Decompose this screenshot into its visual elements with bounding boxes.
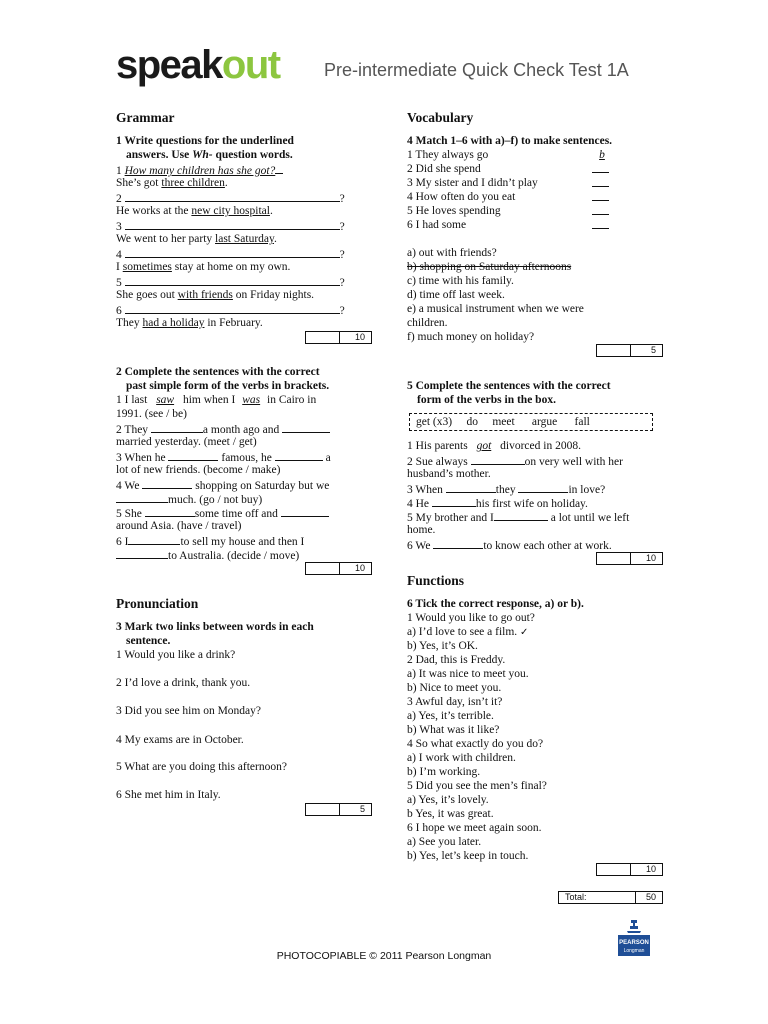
ex6-line: a) I work with children. [407, 752, 516, 764]
ex5-line: 2 Sue always on very well with her [407, 453, 623, 469]
ex3-item: 6 She met him in Italy. [116, 789, 221, 801]
ex2-line: married yesterday. (meet / get) [116, 436, 257, 448]
ex2-line: lot of new friends. (become / make) [116, 464, 281, 476]
speakout-logo: speakout [116, 43, 280, 87]
ex6-line: b) Nice to meet you. [407, 682, 502, 694]
ex6-line: b) Yes, it’s OK. [407, 640, 478, 652]
ex5-line: 5 My brother and I a lot until we left [407, 509, 629, 525]
ex4-option: f) much money on holiday? [407, 331, 535, 343]
ex2-line: 2 They a month ago and [116, 421, 330, 437]
ex3-score-box: 5 [305, 803, 372, 816]
ex1-a4: I sometimes stay at home on my own. [116, 261, 291, 273]
ex4-item: 2 Did she spend [407, 163, 481, 175]
ex1-a3: We went to her party last Saturday. [116, 233, 277, 245]
ex5-line: husband’s mother. [407, 468, 491, 480]
ex4-option: d) time off last week. [407, 289, 505, 301]
ex4-option: children. [407, 317, 448, 329]
ex4-answer-blank: b [599, 149, 605, 161]
ex4-item: 1 They always go [407, 149, 489, 161]
ex2-line: to Australia. (decide / move) [116, 547, 299, 563]
ex4-item: 5 He loves spending [407, 205, 501, 217]
ex2-line: 4 We shopping on Saturday but we [116, 477, 329, 493]
footer-copyright: PHOTOCOPIABLE © 2011 Pearson Longman [276, 950, 492, 962]
ex1-q3: 3 ? [116, 218, 345, 234]
ex6-line: b Yes, it was great. [407, 808, 494, 820]
ex2-instruction-2: past simple form of the verbs in brackets. [126, 380, 330, 392]
ex4-score-box: 5 [596, 344, 663, 357]
longman-text: Longman [623, 948, 645, 954]
total-label: Total: [559, 892, 636, 903]
ex6-line: 5 Did you see the men’s final? [407, 780, 547, 792]
ex3-item: 3 Did you see him on Monday? [116, 705, 262, 717]
ex5-line: home. [407, 524, 436, 536]
ex2-line: 6 I to sell my house and then I [116, 533, 304, 549]
ex4-item: 4 How often do you eat [407, 191, 516, 203]
ex3-instruction-2: sentence. [126, 635, 171, 647]
ex1-score-box: 10 [305, 331, 372, 344]
ex1-a1: She’s got three children. [116, 177, 228, 189]
ex1-instruction-2: answers. Use Wh- question words. [126, 149, 293, 161]
ex4-answer-blank [592, 214, 609, 215]
ex2-line: much. (go / not buy) [116, 491, 262, 507]
ex5-instruction-2: form of the verbs in the box. [417, 394, 556, 406]
ex4-option: c) time with his family. [407, 275, 514, 287]
ex6-line: a) Yes, it’s terrible. [407, 710, 494, 722]
ex6-line: a) Yes, it’s lovely. [407, 794, 489, 806]
ex2-instruction: 2 Complete the sentences with the correct [116, 366, 320, 378]
pronunciation-heading: Pronunciation [116, 596, 199, 611]
ex1-q4: 4 ? [116, 246, 345, 262]
ex3-item: 5 What are you doing this afternoon? [116, 761, 287, 773]
ex5-line: 1 His parents got divorced in 2008. [407, 440, 581, 452]
pearson-text: PEARSON [619, 940, 649, 946]
grammar-heading: Grammar [116, 110, 175, 125]
total-value: 50 [645, 892, 656, 902]
ex3-item: 4 My exams are in October. [116, 734, 244, 746]
functions-heading: Functions [407, 573, 465, 588]
ex1-instruction: 1 Write questions for the underlined [116, 135, 294, 147]
ex6-line: a) It was nice to meet you. [407, 668, 529, 680]
ex5-instruction: 5 Complete the sentences with the correct [407, 380, 611, 392]
ex1-q5: 5 ? [116, 274, 345, 290]
ex2-line: 1991. (see / be) [116, 408, 187, 420]
ex3-item: 1 Would you like a drink? [116, 649, 236, 661]
ex6-line: b) Yes, let’s keep in touch. [407, 850, 529, 862]
ex6-line: 2 Dad, this is Freddy. [407, 654, 506, 666]
test-title: Pre-intermediate Quick Check Test 1A [324, 60, 629, 80]
ex4-answer-blank [592, 186, 609, 187]
ex1-q6: 6 ? [116, 302, 345, 318]
ex5-line: 6 We to know each other at work. [407, 537, 612, 553]
ex4-answer-blank [592, 228, 609, 229]
ex6-score-box: 10 [596, 863, 663, 876]
ex4-item: 3 My sister and I didn’t play [407, 177, 538, 189]
ex5-score-box: 10 [596, 552, 663, 565]
ex5-line: 4 He his first wife on holiday. [407, 495, 588, 511]
ex3-instruction: 3 Mark two links between words in each [116, 621, 314, 633]
ex4-option: b) shopping on Saturday afternoons [407, 261, 572, 273]
verb-word-box: get (x3) do meet argue fall [409, 413, 653, 431]
ex4-instruction: 4 Match 1–6 with a)–f) to make sentences. [407, 135, 613, 147]
ex4-answer-blank [592, 200, 609, 201]
ex6-line: 1 Would you like to go out? [407, 612, 535, 624]
ex1-a2: He works at the new city hospital. [116, 205, 273, 217]
ex1-a5: She goes out with friends on Friday nights. [116, 289, 315, 301]
ex2-line: 1 I last saw him when I was in Cairo in [116, 394, 317, 406]
ex2-line: 3 When he famous, he a [116, 449, 331, 465]
ex2-score-box: 10 [305, 562, 372, 575]
ex6-line: b) I’m working. [407, 766, 481, 778]
ex1-q1: 1 How many children has she got? [116, 162, 283, 178]
ex2-line: 5 She some time off and [116, 505, 329, 521]
ex3-item: 2 I’d love a drink, thank you. [116, 677, 251, 689]
ex6-line: 6 I hope we meet again soon. [407, 822, 542, 834]
ex6-line: b) What was it like? [407, 724, 500, 736]
ex6-line: a) See you later. [407, 836, 482, 848]
ex4-option: a) out with friends? [407, 247, 497, 259]
ex6-line: a) I’d love to see a film. ✓ [407, 626, 529, 638]
ex4-option: e) a musical instrument when we were [407, 303, 584, 315]
vocabulary-heading: Vocabulary [407, 110, 474, 125]
ex6-instruction: 6 Tick the correct response, a) or b). [407, 598, 584, 610]
ex6-line: 4 So what exactly do you do? [407, 738, 544, 750]
ex4-answer-blank [592, 172, 609, 173]
ex6-line: 3 Awful day, isn’t it? [407, 696, 503, 708]
ex1-q2: 2 ? [116, 190, 345, 206]
total-score-box [558, 891, 663, 904]
ex1-a6: They had a holiday in February. [116, 317, 263, 329]
ex5-line: 3 When they in love? [407, 481, 605, 497]
ex4-item: 6 I had some [407, 219, 467, 231]
tick-mark: ✓ [520, 627, 529, 638]
ex2-line: around Asia. (have / travel) [116, 520, 242, 532]
